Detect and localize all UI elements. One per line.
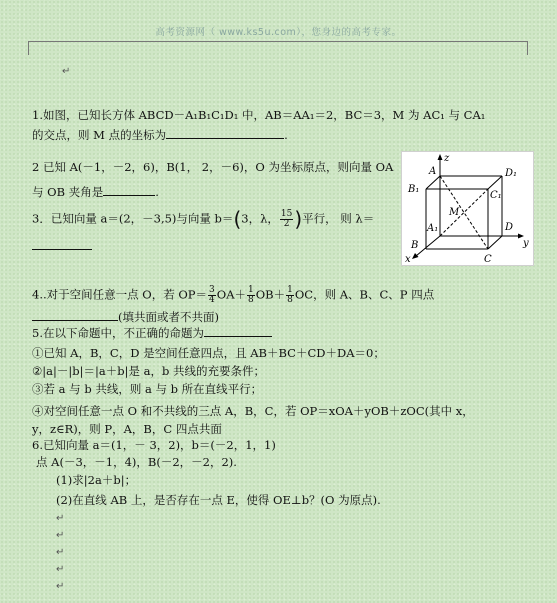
x-axis [416,236,440,256]
question-5-item-3: ③若 a 与 b 共线，则 a 与 b 所在直线平行； [32,382,263,396]
diagonal-A-C1 [440,189,488,236]
question-1-line2: 的交点，则 M 点的坐标为 [32,128,167,142]
answer-blank-2[interactable] [103,184,155,196]
cuboid-diagram [402,152,533,265]
edge-D1-C1 [488,176,502,189]
question-6-points: 点 A(－3，－1，4)，B(－2，－2，2). [36,455,237,469]
question-6-part-2: (2)在直线 AB 上，是否存在一点 E，使得 OE⊥b？(O 为原点). [56,493,381,507]
question-5-item-2: ②|a|－|b|＝|a＋b|是 a，b 共线的充要条件； [32,364,266,378]
label-z: z [444,153,450,164]
answer-blank-3[interactable] [32,238,92,250]
question-5-item-4: ④对空间任意一点 O 和不共线的三点 A，B，C，若 OP＝xOA＋yOB＋zOC(其中 x， [32,404,474,418]
question-6-title: 6.已知向量 a＝(1，－ 3，2)，b＝(－2，1，1) [32,438,276,452]
header-corner-right [527,41,528,55]
question-6-part-1: (1)求|2a＋b|； [56,473,137,487]
question-5-title-row [32,325,272,341]
question-4-line2-row: (填共面或者不共面) [32,309,219,325]
edge-A1-B1 [426,176,440,189]
fraction-15-2: $\frac{15}{2}$ [280,209,293,229]
label-A: A [429,166,437,177]
question-3-answer-row [32,238,92,254]
question-2-line1: 2 已知 A(－1，－2，6)，B(1， 2，－6)，O 为坐标原点，则向量 OA [32,160,394,174]
paragraph-marks: ↵ ↵ ↵ ↵ ↵ [56,513,65,592]
answer-blank-4[interactable] [32,309,118,321]
label-x: x [405,254,411,265]
label-D: D [505,222,514,233]
question-1 [32,108,485,123]
label-B1: B₁ [408,184,420,195]
label-C: C [484,254,492,265]
question-5-item-5: y，z∈R)，则 P，A，B，C 四点共面 [32,422,222,436]
question-2-line2: 与 OB 夹角是 [32,185,104,199]
label-D1: D₁ [505,168,518,179]
diagonal-A1-C [440,176,488,249]
question-5-title: 5.在以下命题中，不正确的命题为 [32,326,204,340]
label-y: y [523,238,529,249]
x-axis-arrow [412,253,419,259]
cuboid-figure [401,151,534,266]
label-M: M [449,207,460,218]
question-1-line1: 1.如图，已知长方体 ABCD－A₁B₁C₁D₁ 中，AB＝AA₁＝2，BC＝3，M 为 AC₁ 与 CA₁ [32,108,486,122]
question-3: 3．已知向量 a＝(2，－3,5)与向量 b＝(3，λ， $\frac{15}{2}$ )平行， 则 λ＝ [32,207,375,231]
question-4: 4..对于空间任意一点 O，若 OP＝ $\frac{3}{4}$ OA＋ $\frac{1}{8}$ OB＋ $\frac{1}{8}$ OC，则 A、B、C、P 四点 [32,285,435,305]
header-corner-left [28,41,29,55]
question-2 [32,160,393,175]
edge-C-D [488,236,502,249]
label-B: B [411,240,419,251]
answer-blank-1[interactable] [166,127,284,139]
z-axis-arrow [438,154,443,160]
paragraph-mark: ↵ [62,66,71,77]
answer-blank-5[interactable] [204,325,272,337]
question-2-line2-row: 与 OB 夹角是 . [32,185,159,199]
label-A1: A₁ [427,223,439,234]
label-C1: C₁ [490,190,502,201]
header-rule [28,41,528,42]
question-5-item-1: ①已知 A，B，C，D 是空间任意四点，且 AB＋BC＋CD＋DA＝0； [32,346,385,360]
question-1-line2-row: 的交点，则 M 点的坐标为 . [32,128,288,142]
header-watermark: 高考资源网（ www.ks5u.com），您身边的高考专家。 [155,27,402,38]
